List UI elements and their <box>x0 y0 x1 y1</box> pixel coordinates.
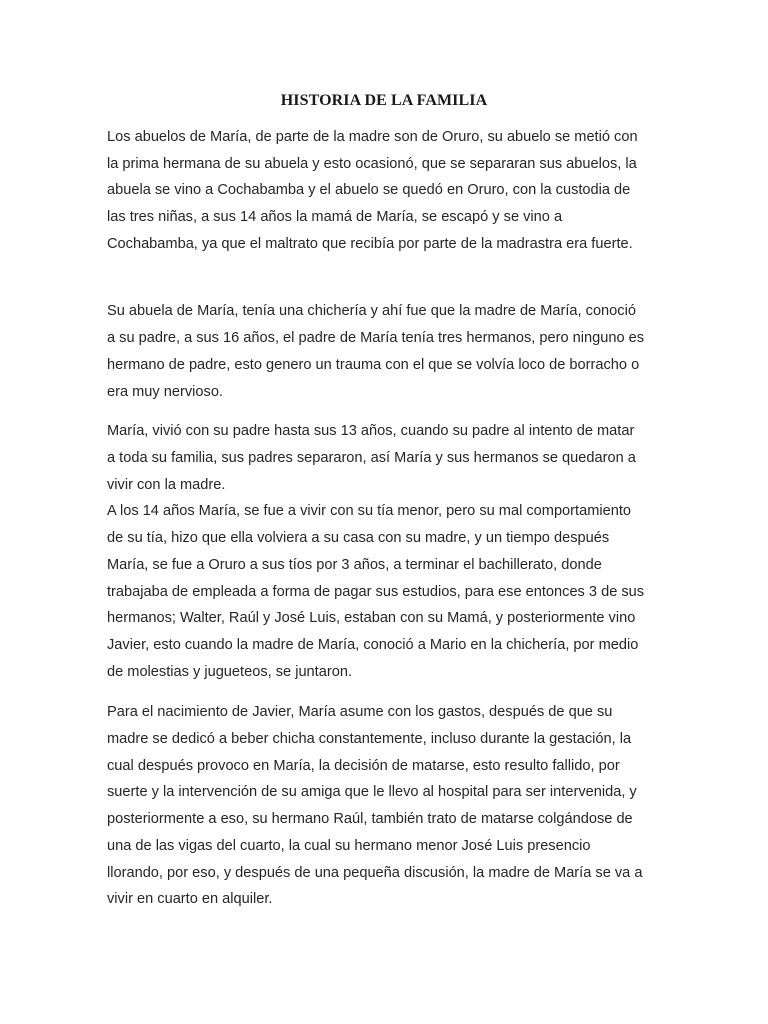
text-line: Su abuela de María, tenía una chichería y ahí fue que la madre de María, conoció <box>107 303 636 319</box>
text-line: Cochabamba, ya que el maltrato que recibía por parte de la madrastra era fuerte. <box>107 236 633 252</box>
text-line: vivir en cuarto en alquiler. <box>107 891 273 907</box>
text-line: era muy nervioso. <box>107 384 223 400</box>
text-line: A los 14 años María, se fue a vivir con su tía menor, pero su mal comportamiento <box>107 503 632 519</box>
document-title: HISTORIA DE LA FAMILIA <box>280 92 488 109</box>
text-line: una de las vigas del cuarto, la cual su hermano menor José Luis presencio <box>107 838 591 854</box>
text-line: vivir con la madre. <box>107 477 226 493</box>
text-line: Para el nacimiento de Javier, María asume con los gastos, después de que su <box>107 704 613 720</box>
text-line: madre se dedicó a beber chicha constantemente, incluso durante la gestación, la <box>107 731 632 747</box>
text-line: María, se fue a Oruro a sus tíos por 3 años, a terminar el bachillerato, donde <box>107 557 602 573</box>
text-line: a toda su familia, sus padres separaron, así María y sus hermanos se quedaron a <box>107 450 636 466</box>
text-line: de molestias y jugueteos, se juntaron. <box>107 664 352 680</box>
text-line: posteriormente a eso, su hermano Raúl, también trato de matarse colgándose de <box>107 811 633 827</box>
text-line: las tres niñas, a sus 14 años la mamá de María, se escapó y se vino a <box>107 209 563 225</box>
text-line: hermano de padre, esto genero un trauma con el que se volvía loco de borracho o <box>107 357 640 373</box>
text-line: cual después provoco en María, la decisión de matarse, esto resulto fallido, por <box>107 758 620 774</box>
text-line: suerte y la intervención de su amiga que le llevo al hospital para ser intervenida, y <box>107 784 637 800</box>
text-line: Javier, esto cuando la madre de María, conoció a Mario en la chichería, por medio <box>107 637 639 653</box>
text-line: llorando, por eso, y después de una pequeña discusión, la madre de María se va a <box>107 865 643 881</box>
text-line: hermanos; Walter, Raúl y José Luis, estaban con su Mamá, y posteriormente vino <box>107 610 636 626</box>
text-line: trabajaba de empleada a forma de pagar sus estudios, para ese entonces 3 de sus <box>107 584 645 600</box>
text-line: la prima hermana de su abuela y esto ocasionó, que se separaran sus abuelos, la <box>107 156 637 172</box>
text-line: Los abuelos de María, de parte de la madre son de Oruro, su abuelo se metió con <box>107 129 638 145</box>
text-line: de su tía, hizo que ella volviera a su casa con su madre, y un tiempo después <box>107 530 610 546</box>
text-line: María, vivió con su padre hasta sus 13 años, cuando su padre al intento de matar <box>107 423 635 439</box>
text-line: a su padre, a sus 16 años, el padre de María tenía tres hermanos, pero ninguno es <box>107 330 645 346</box>
text-line: abuela se vino a Cochabamba y el abuelo se quedó en Oruro, con la custodia de <box>107 182 631 198</box>
